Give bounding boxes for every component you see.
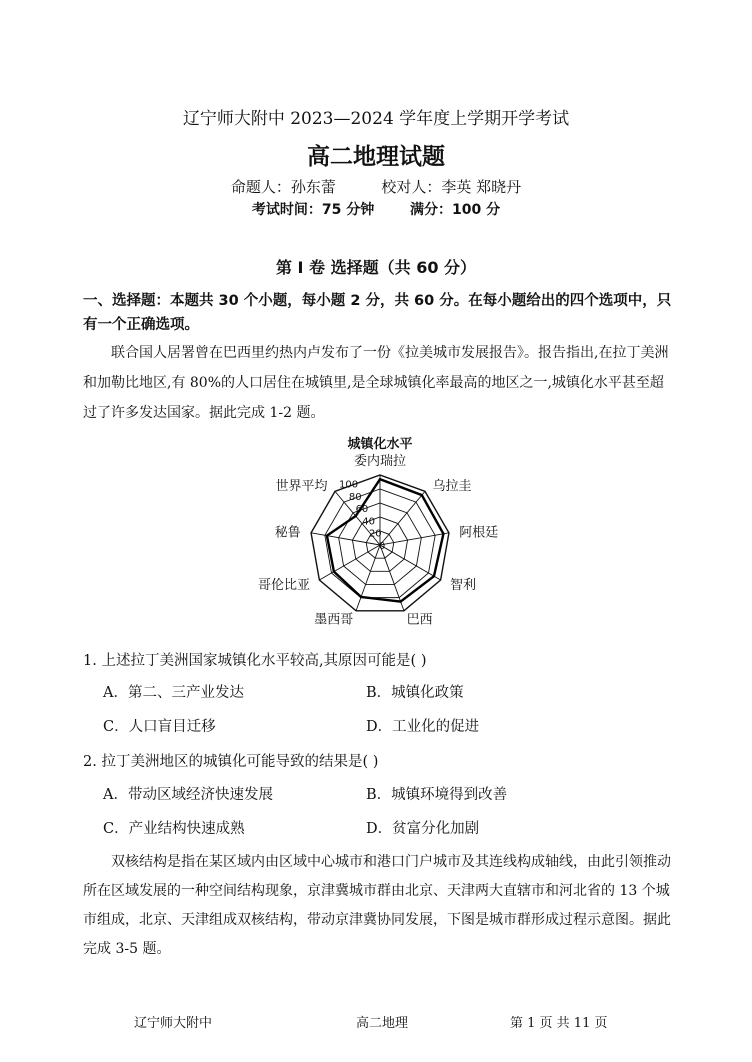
radar-axis-label: 阿根廷: [459, 525, 499, 541]
subject-title: 高二地理试题: [307, 144, 445, 170]
section-instruction: 一、选择题：本题共 30 个小题，每小题 2 分，共 60 分。在每小题给出的四个选项中，只有一个正确选项。: [83, 293, 672, 333]
radar-data-point: [355, 515, 357, 517]
radar-data-point: [433, 575, 435, 577]
radar-axis-label: 世界平均: [275, 479, 328, 495]
exam-time: 考试时间：75 分钟: [251, 202, 375, 218]
footer-page: 第 1 页 共 11 页: [510, 1016, 608, 1031]
footer-school: 辽宁师大附中: [134, 1016, 213, 1031]
radar-chart-title: 城镇化水平: [347, 437, 413, 452]
passage-1: 联合国人居署曾在巴西里约热内卢发布了一份《拉美城市发展报告》。报告指出,在拉丁美洲和加勒比地区,有 80%的人口居住在城镇里,是全球城镇化率最高的地区之一,城镇化水平甚至超过了许多发达国家。据此完成 1-2 题。: [83, 345, 669, 421]
radar-axis-label: 墨西哥: [314, 612, 354, 628]
section-title: 第 Ⅰ 卷 选择题（共 60 分）: [275, 258, 477, 277]
radar-data-point: [379, 478, 381, 480]
radar-tick-label: 0: [378, 541, 386, 552]
passage-2: 双核结构是指在某区域内由区域中心城市和港口门户城市及其连线构成轴线，由此引领推动所在区域发展的一种空间结构现象，京津冀城市群由北京、天津两大直辖市和河北省的 13 个城市组成，北京、天津组成双核结构，带动京津冀协同发展，下图是城市群形成过程示意图。据此完成 3-5 题。: [83, 854, 671, 957]
radar-axis-label: 哥伦比亚: [258, 578, 311, 593]
radar-tick-label: 80: [348, 491, 362, 503]
radar-spoke: [356, 545, 380, 611]
radar-data-point: [360, 596, 362, 598]
radar-data-point: [399, 600, 401, 602]
setter-label: 命题人：孙东蕾: [230, 178, 336, 196]
radar-axis-label: 委内瑞拉: [353, 454, 407, 469]
radar-axis-label: 乌拉圭: [432, 479, 472, 495]
radar-axis-label: 巴西: [406, 612, 433, 628]
radar-spoke: [319, 545, 380, 580]
radar-chart: [240, 432, 530, 642]
footer-subject: 高二地理: [356, 1016, 409, 1031]
checker-label: 校对人：李英 郑晓丹: [381, 178, 522, 196]
radar-tick-label: 60: [355, 504, 369, 516]
question-2-option-a: A．带动区域经济快速发展: [103, 787, 273, 803]
question-1-option-b: B．城镇化政策: [366, 685, 464, 701]
question-2-option-d: D．贫富分化加剧: [366, 821, 480, 837]
question-1-option-a: A．第二、三产业发达: [103, 685, 244, 701]
radar-data-point: [442, 533, 444, 535]
radar-tick-label: 40: [362, 516, 375, 528]
question-1-option-c: C．人口盲目迁移: [103, 719, 216, 735]
radar-spoke: [380, 533, 449, 545]
question-1-stem: 1. 上述拉丁美洲国家城镇化水平较高,其原因可能是( ): [83, 653, 427, 669]
radar-spoke: [380, 491, 425, 545]
radar-data-point: [326, 534, 328, 536]
radar-chart-body: [258, 436, 498, 627]
full-score: 满分：100 分: [410, 202, 501, 218]
question-2-stem: 2. 拉丁美洲地区的城镇化可能导致的结果是( ): [83, 754, 379, 770]
school-exam-title: 辽宁师大附中 2023—2024 学年度上学期开学考试: [182, 109, 570, 129]
radar-axis-label: 智利: [449, 578, 476, 593]
radar-tick-label: 100: [339, 479, 359, 491]
question-2-option-c: C．产业结构快速成熟: [103, 821, 245, 837]
question-2-option-b: B．城镇环境得到改善: [366, 787, 508, 803]
authors-line: [0, 176, 752, 197]
radar-tick-label: 20: [368, 528, 382, 540]
radar-data-point: [421, 494, 423, 496]
radar-spoke: [380, 545, 441, 580]
question-1-option-d: D．工业化的促进: [366, 719, 480, 735]
radar-data-point: [333, 570, 335, 572]
exam-info-line: [0, 199, 752, 219]
radar-axis-label: 秘鲁: [274, 525, 301, 541]
